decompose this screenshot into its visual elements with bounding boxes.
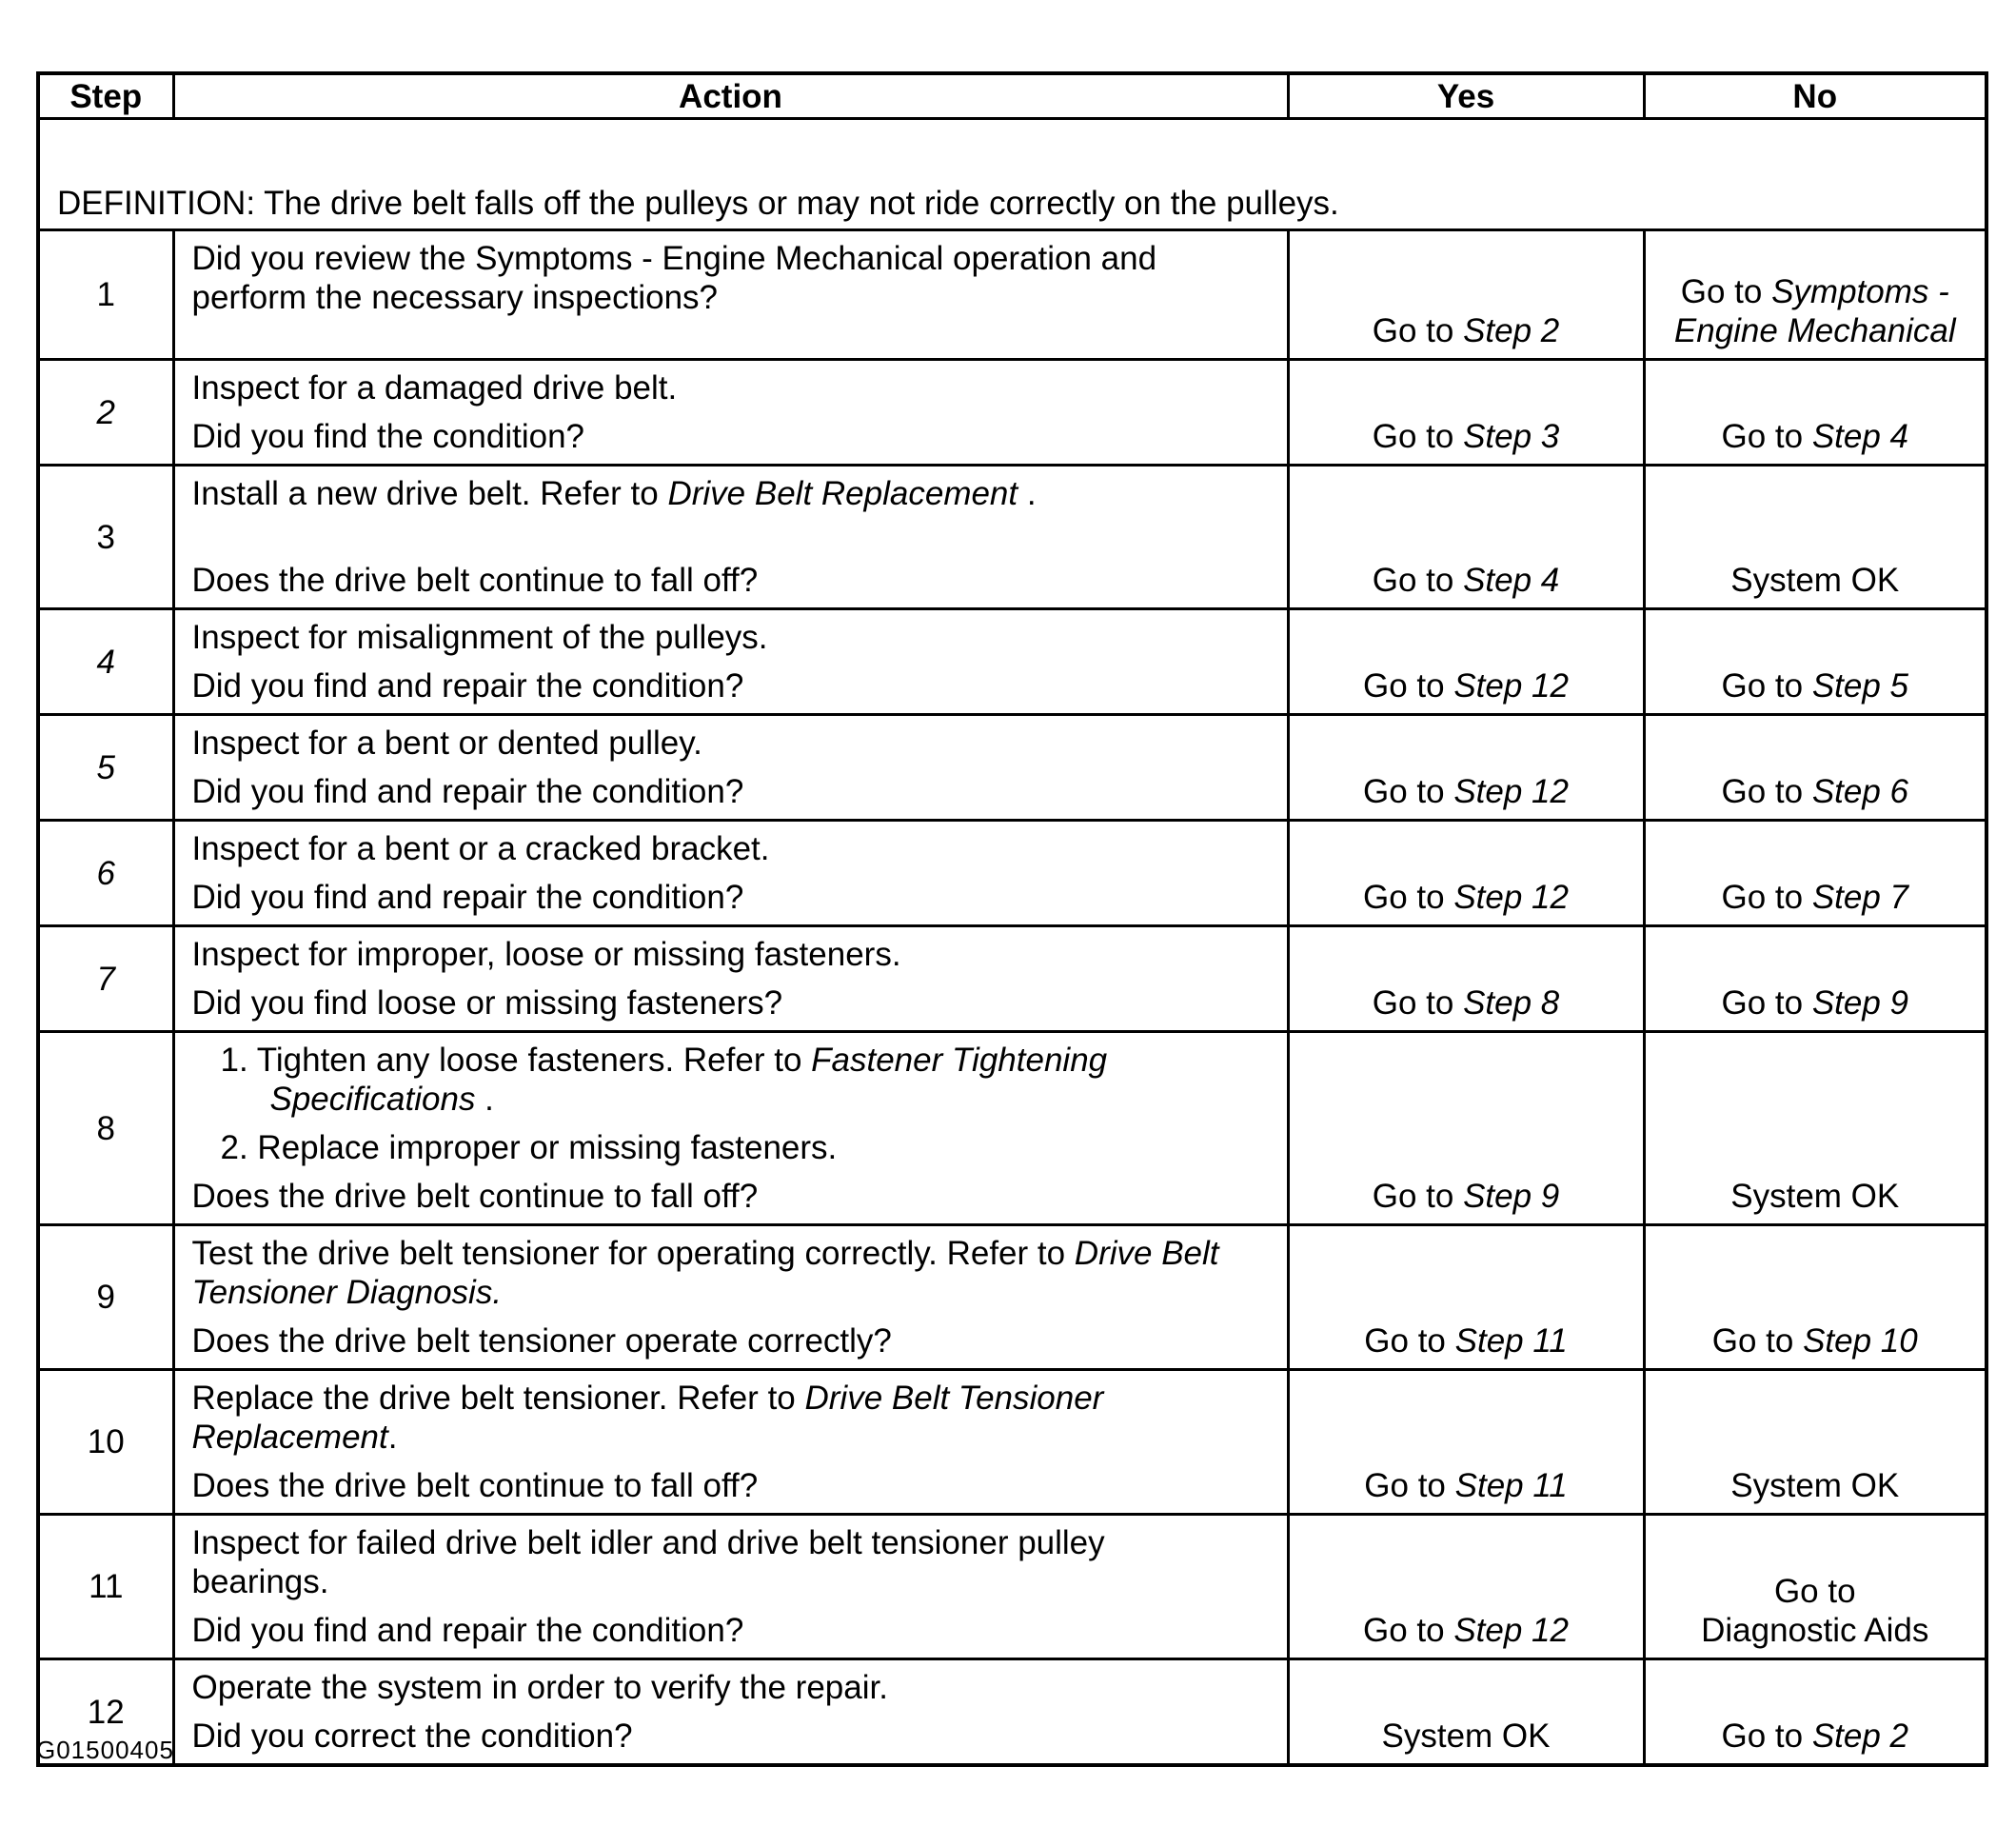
header-step: Step [38,73,173,119]
step-number: 11 [38,1515,173,1659]
action-question: Did you find the condition? [191,418,584,455]
no-prefix: Go to [1721,879,1812,916]
step-number: 12 [38,1659,173,1766]
no-cell [1644,1515,1986,1659]
action-text: Inspect for failed drive belt idler and drive belt tensioner pulley [191,1524,1105,1561]
no-step-ref: Step 9 [1811,984,1909,1022]
yes-prefix: Go to [1372,312,1464,349]
no-cell [1644,1225,1986,1370]
yes-cell [1288,360,1644,466]
action-text-part: Replace the drive belt tensioner. Refer to [191,1380,805,1417]
yes-step-ref: Step 12 [1453,667,1569,705]
yes-cell [1288,1659,1644,1766]
yes-step-ref: Step 12 [1453,773,1569,810]
table-row [38,1515,1986,1659]
action-cell [173,1370,1288,1515]
action-text: Inspect for a bent or dented pulley. [191,725,702,762]
action-cell [173,230,1288,360]
table-row [38,926,1986,1032]
no-ref-cont: Engine Mechanical [1673,312,1956,349]
action-cell [173,821,1288,926]
reference-link[interactable]: Drive Belt [1074,1235,1219,1272]
action-cell [173,715,1288,821]
action-text: bearings. [191,1563,329,1600]
action-text [192,474,1277,513]
action-cell [173,1225,1288,1370]
yes-step-ref: Step 8 [1463,984,1560,1022]
no-ref: Symptoms - [1771,273,1949,310]
yes-step-ref: Step 12 [1453,879,1569,916]
action-cell [173,466,1288,609]
action-question: Did you find and repair the condition? [191,1612,744,1649]
header-row [38,73,1986,119]
header-no: No [1644,73,1986,119]
no-cell [1644,230,1986,360]
action-text-part: . [387,1419,398,1456]
reference-link[interactable]: Fastener Tightening [811,1042,1108,1079]
header-action: Action [173,73,1288,119]
action-text [192,1379,1277,1418]
table-row [38,715,1986,821]
yes-cell [1288,466,1644,609]
no-cell [1644,926,1986,1032]
table-row [38,1032,1986,1225]
no-prefix: Go to [1711,1322,1804,1360]
yes-cell [1288,715,1644,821]
yes-prefix: Go to [1363,879,1454,916]
no-prefix: Go to [1721,1718,1812,1755]
action-question: Does the drive belt continue to fall off? [191,562,759,599]
yes-cell [1288,609,1644,715]
table-row [38,230,1986,360]
diagnostic-aids-link[interactable]: Diagnostic Aids [1701,1612,1929,1649]
no-result: Go to [1773,1573,1856,1610]
action-text: Inspect for misalignment of the pulleys. [191,619,768,656]
yes-step-ref: Step 3 [1463,418,1560,455]
table-row [38,466,1986,609]
action-cell [173,609,1288,715]
action-text: Did you review the Symptoms - Engine Mechanical operation and [191,240,1157,277]
no-cell [1644,360,1986,466]
step-number: 4 [38,609,173,715]
yes-prefix: Go to [1372,1178,1464,1215]
table-row [38,1659,1986,1766]
action-question: Does the drive belt continue to fall off? [191,1178,759,1215]
no-prefix: Go to [1721,773,1812,810]
yes-step-ref: Step 11 [1454,1467,1568,1504]
no-step-ref: Step 4 [1811,418,1909,455]
reference-link-cont[interactable]: Tensioner Diagnosis. [191,1274,503,1311]
step-number: 5 [38,715,173,821]
step-number: 8 [38,1032,173,1225]
yes-result: System OK [1381,1718,1551,1755]
no-cell [1644,609,1986,715]
definition-text: DEFINITION: The drive belt falls off the pulleys or may not ride correctly on the pulleys. [38,119,1986,230]
yes-prefix: Go to [1364,1467,1455,1504]
action-text-part: Install a new drive belt. Refer to [191,475,668,512]
yes-cell [1288,1370,1644,1515]
step-number: 3 [38,466,173,609]
action-question: Did you find and repair the condition? [191,667,744,705]
yes-cell [1288,1515,1644,1659]
no-cell [1644,466,1986,609]
reference-link[interactable]: Drive Belt Tensioner [804,1380,1104,1417]
figure-id: G01500405 [36,1736,174,1764]
yes-prefix: Go to [1363,1612,1454,1649]
yes-step-ref: Step 9 [1463,1178,1560,1215]
yes-step-ref: Step 12 [1453,1612,1569,1649]
action-list-item: 2. Replace improper or missing fasteners. [220,1129,838,1166]
no-prefix: Go to [1721,418,1812,455]
action-question: Did you find loose or missing fasteners? [191,984,783,1022]
yes-prefix: Go to [1363,773,1454,810]
action-text: perform the necessary inspections? [191,279,718,316]
action-text: Inspect for a damaged drive belt. [191,369,678,407]
action-text: Inspect for a bent or a cracked bracket. [191,830,770,867]
table-row [38,609,1986,715]
yes-prefix: Go to [1364,1322,1455,1360]
action-text: Operate the system in order to verify the repair. [191,1669,888,1706]
action-question: Did you correct the condition? [191,1718,633,1755]
step-number: 10 [38,1370,173,1515]
step-number: 9 [38,1225,173,1370]
reference-link[interactable]: Drive Belt Replacement [667,475,1018,512]
action-question: Did you find and repair the condition? [191,773,744,810]
no-result: System OK [1730,1467,1900,1504]
action-text-part: Test the drive belt tensioner for operating correctly. Refer to [191,1235,1075,1272]
table-row [38,1370,1986,1515]
action-question: Did you find and repair the condition? [191,879,744,916]
table-row [38,1225,1986,1370]
definition-row [38,119,1986,230]
no-step-ref: Step 2 [1811,1718,1909,1755]
step-number: 6 [38,821,173,926]
no-prefix: Go to [1721,667,1812,705]
action-question: Does the drive belt continue to fall off? [191,1467,759,1504]
yes-step-ref: Step 2 [1463,312,1560,349]
action-list-item [192,1041,1277,1080]
no-cell [1644,821,1986,926]
no-step-ref: Step 6 [1811,773,1909,810]
table-row [38,821,1986,926]
reference-link[interactable]: Replacement [191,1419,388,1456]
header-yes: Yes [1288,73,1644,119]
table-row [38,360,1986,466]
yes-prefix: Go to [1372,984,1464,1022]
no-step-ref: Step 10 [1803,1322,1918,1360]
yes-prefix: Go to [1372,562,1464,599]
yes-prefix: Go to [1363,667,1454,705]
action-text-part: . [1018,475,1037,512]
action-list-item-cont [192,1080,1277,1119]
yes-cell [1288,1225,1644,1370]
action-text-part: . [475,1081,494,1118]
yes-step-ref: Step 11 [1454,1322,1568,1360]
action-text-cont [192,1418,1277,1457]
action-cell [173,1659,1288,1766]
no-step-ref: Step 5 [1811,667,1909,705]
yes-prefix: Go to [1372,418,1464,455]
no-prefix: Go to [1680,273,1772,310]
step-number: 1 [38,230,173,360]
no-prefix: Go to [1721,984,1812,1022]
yes-cell [1288,1032,1644,1225]
action-text-part: 1. Tighten any loose fasteners. Refer to [220,1042,812,1079]
step-number: 7 [38,926,173,1032]
action-cell [173,926,1288,1032]
action-cell [173,1515,1288,1659]
yes-step-ref: Step 4 [1463,562,1560,599]
no-result: System OK [1730,1178,1900,1215]
action-text [192,1234,1277,1273]
action-question: Does the drive belt tensioner operate correctly? [191,1322,892,1360]
yes-cell [1288,926,1644,1032]
no-result: System OK [1730,562,1900,599]
no-cell [1644,715,1986,821]
reference-link[interactable]: Specifications [269,1081,476,1118]
no-step-ref: Step 7 [1811,879,1909,916]
no-cell [1644,1370,1986,1515]
action-cell [173,360,1288,466]
action-cell [173,1032,1288,1225]
yes-cell [1288,821,1644,926]
yes-cell [1288,230,1644,360]
no-cell [1644,1659,1986,1766]
no-cell [1644,1032,1986,1225]
step-number: 2 [38,360,173,466]
action-text: Inspect for improper, loose or missing fasteners. [191,936,901,973]
diagnostic-table [36,71,1988,1767]
